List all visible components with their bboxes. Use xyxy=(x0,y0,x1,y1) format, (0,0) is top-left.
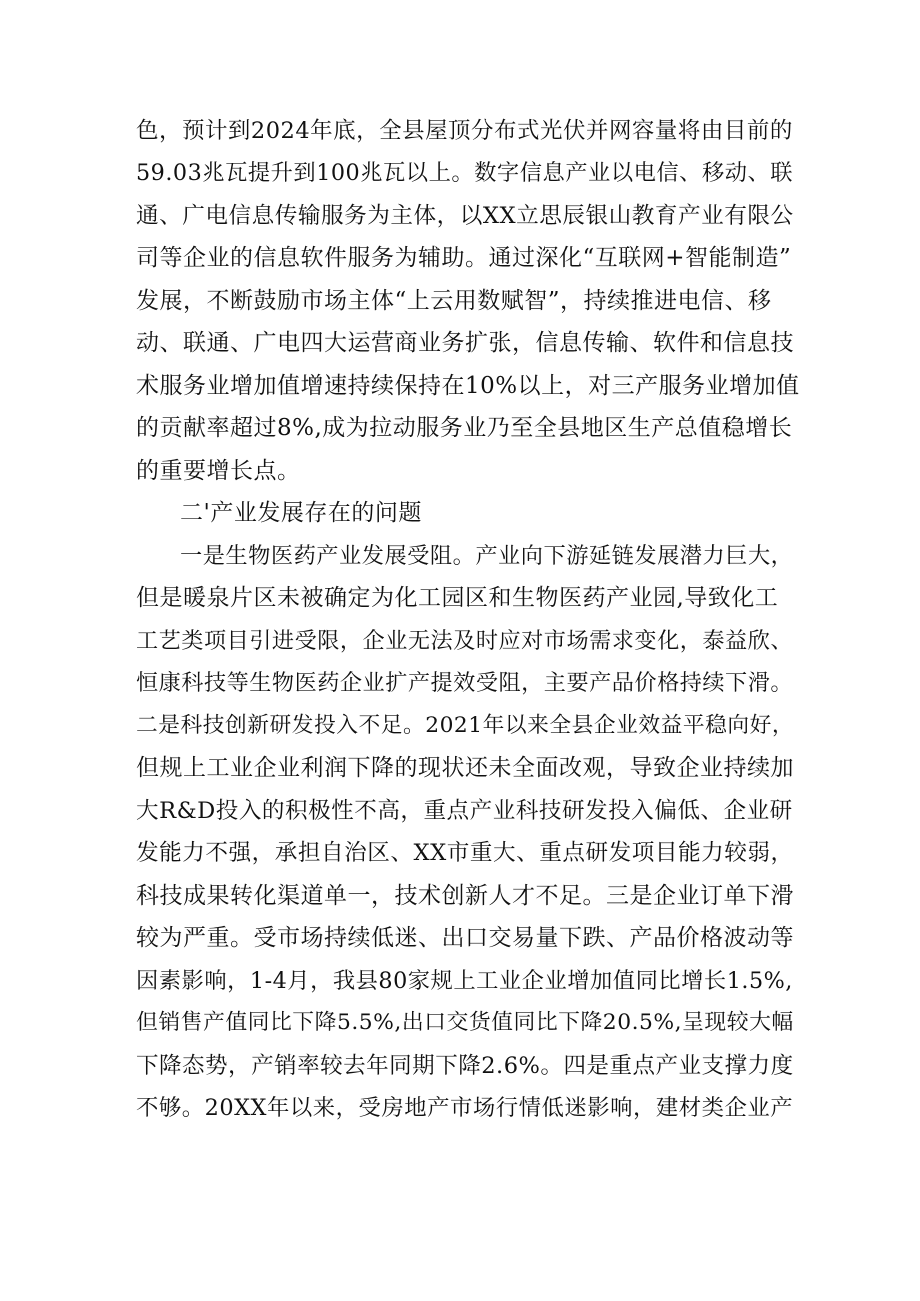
text-line: 色，预计到2024年底，全县屋顶分布式光伏并网容量将由目前的 xyxy=(136,118,793,144)
text-line: 通、广电信息传输服务为主体，以XX立思辰银山教育产业有限公 xyxy=(136,203,794,229)
text-line: 术服务业增加值增速持续保持在10%以上，对三产服务业增加值 xyxy=(136,373,800,399)
text-line: 恒康科技等生物医药企业扩产提效受阻，主要产品价格持续下滑。 xyxy=(136,670,794,696)
text-line: 但是暖泉片区未被确定为化工园区和生物医药产业园,导致化工 xyxy=(136,585,779,611)
text-line: 发展，不断鼓励市场主体“上云用数赋智”，持续推进电信、移 xyxy=(136,288,772,314)
text-line: 二是科技创新研发投入不足。2021年以来全县企业效益平稳向好， xyxy=(136,713,795,738)
text-line: 的贡献率超过8%,成为拉动服务业乃至全县地区生产总值稳增长 xyxy=(136,415,793,441)
text-line: 发能力不强，承担自治区、XX市重大、重点研发项目能力较弱， xyxy=(136,840,794,866)
text-line: 的重要增长点。 xyxy=(136,458,301,484)
text-line: 工艺类项目引进受限，企业无法及时应对市场需求变化，泰益欣、 xyxy=(136,628,794,654)
text-line: 司等企业的信息软件服务为辅助。通过深化“互联网+智能制造” xyxy=(136,245,792,271)
text-line: 下降态势，产销率较去年同期下降2.6%。四是重点产业支撑力度 xyxy=(136,1053,794,1079)
text-line: 一是生物医药产业发展受阻。产业向下游延链发展潜力巨大， xyxy=(180,543,794,569)
text-line: 科技成果转化渠道单一，技术创新人才不足。三是企业订单下滑 xyxy=(136,883,794,909)
text-line: 较为严重。受市场持续低迷、出口交易量下跌、产品价格波动等 xyxy=(136,925,794,951)
text-line: 59.03兆瓦提升到100兆瓦以上。数字信息产业以电信、移动、联 xyxy=(136,160,794,186)
text-line: 但规上工业企业利润下降的现状还未全面改观，导致企业持续加 xyxy=(136,755,794,781)
section-heading: 二'产业发展存在的问题 xyxy=(180,500,422,526)
text-line: 但销售产值同比下降5.5%,出口交货值同比下降20.5%,呈现较大幅 xyxy=(136,1010,794,1035)
text-line: 不够。20XX年以来，受房地产市场行情低迷影响，建材类企业产 xyxy=(136,1095,794,1121)
text-line: 大R&D投入的积极性不高，重点产业科技研发投入偏低、企业研 xyxy=(136,798,793,824)
text-line: 因素影响，1-4月，我县80家规上工业企业增加值同比增长1.5%, xyxy=(136,968,793,994)
text-line: 动、联通、广电四大运营商业务扩张，信息传输、软件和信息技 xyxy=(136,330,794,356)
